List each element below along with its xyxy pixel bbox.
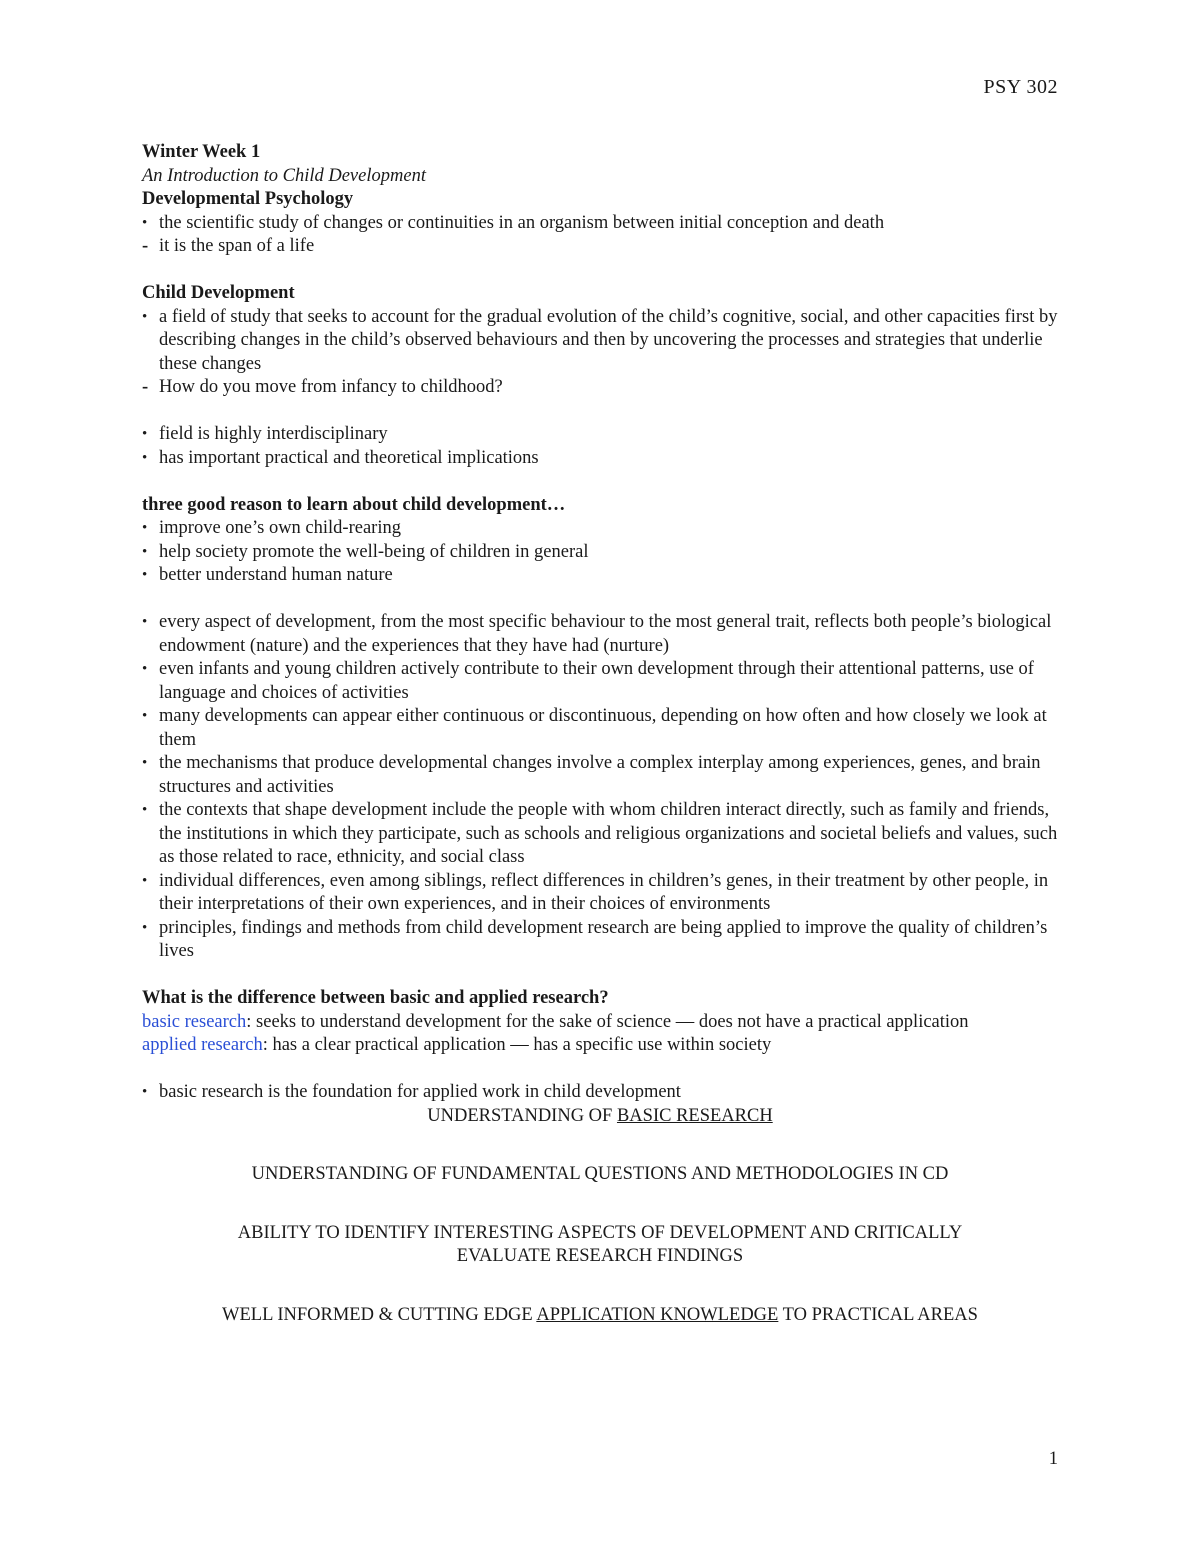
flow-application-underlined: APPLICATION KNOWLEDGE xyxy=(536,1304,779,1325)
dev-psych-bullets xyxy=(142,212,1062,236)
flow-line-basic: UNDERSTANDING OF BASIC RESEARCH xyxy=(427,1105,773,1126)
list-item: • the contexts that shape development include the people with whom children interact directly, such as family and friends, the institutions in which they participate, such as schools and religious organizations and societal beliefs and values, such as those related to race, ethnicity, and social class xyxy=(142,799,1062,870)
child-dev-heading: Child Development xyxy=(142,283,295,303)
lecture-subtitle: An Introduction to Child Development xyxy=(142,165,426,186)
list-item: • better understand human nature xyxy=(142,564,1062,588)
dev-psych-note: - it is the span of a life xyxy=(142,235,1062,259)
week-title: Winter Week 1 xyxy=(142,142,261,162)
flow-line-application: WELL INFORMED & CUTTING EDGE APPLICATION KNOWLEDGE TO PRACTICAL AREAS xyxy=(222,1304,978,1325)
list-item: • has important practical and theoretical implications xyxy=(142,447,1062,471)
page-header-course: PSY 302 xyxy=(983,76,1058,98)
child-dev-question: - How do you move from infancy to childhood? xyxy=(142,376,1062,400)
child-dev-bullets xyxy=(142,306,1062,377)
list-item: • principles, findings and methods from child development research are being applied to improve the quality of children’s lives xyxy=(142,917,1062,964)
applied-research-definition xyxy=(142,1034,1062,1058)
document-body xyxy=(142,141,1062,1327)
research-heading: What is the difference between basic and applied research? xyxy=(142,988,609,1008)
basic-research-term: basic research xyxy=(142,1011,247,1032)
research-flow xyxy=(142,1105,1058,1328)
list-item: • improve one’s own child-rearing xyxy=(142,517,1062,541)
applied-research-text: : has a clear practical application — has a specific use within society xyxy=(262,1035,772,1055)
child-dev-properties xyxy=(142,423,1062,470)
list-item: • every aspect of development, from the most specific behaviour to the most general trait, reflects both people’s biological endowment (nature) and the experiences that they have had (nurture) xyxy=(142,611,1062,658)
dev-psych-heading: Developmental Psychology xyxy=(142,189,354,209)
applied-research-term: applied research xyxy=(142,1035,263,1055)
flow-line-ability-a: ABILITY TO IDENTIFY INTERESTING ASPECTS OF DEVELOPMENT AND CRITICALLY xyxy=(237,1222,963,1243)
themes-list xyxy=(142,611,1062,964)
list-item: • individual differences, even among siblings, reflect differences in children’s genes, in their treatment by other people, in their interpretations of their own experiences, and in their choices of environments xyxy=(142,870,1062,917)
dev-psych-dashes xyxy=(142,235,1062,259)
page-number: 1 xyxy=(1048,1449,1058,1469)
list-item: • basic research is the foundation for applied work in child development xyxy=(142,1081,1062,1105)
flow-basic-underlined: BASIC RESEARCH xyxy=(616,1105,773,1126)
child-dev-definition: • a field of study that seeks to account for the gradual evolution of the child’s cognitive, social, and other capacities first by describing changes in the child’s observed behaviours and then by uncovering the processes and strategies that underlie these changes xyxy=(142,306,1062,377)
research-bullets xyxy=(142,1081,1062,1105)
basic-research-definition xyxy=(142,1011,1062,1035)
reasons-heading: three good reason to learn about child development… xyxy=(142,494,566,515)
list-item: • the mechanisms that produce developmental changes involve a complex interplay among experiences, genes, and brain structures and activities xyxy=(142,752,1062,799)
reasons-list xyxy=(142,517,1062,588)
flow-line-ability-b: EVALUATE RESEARCH FINDINGS xyxy=(456,1246,744,1266)
list-item: • field is highly interdisciplinary xyxy=(142,423,1062,447)
basic-research-text: : seeks to understand development for the sake of science — does not have a practical application xyxy=(246,1011,969,1032)
list-item: • help society promote the well-being of children in general xyxy=(142,541,1062,565)
flow-line-fundamental: UNDERSTANDING OF FUNDAMENTAL QUESTIONS AND METHODOLOGIES IN CD xyxy=(251,1164,949,1184)
dev-psych-definition: • the scientific study of changes or continuities in an organism between initial conception and death xyxy=(142,212,1062,236)
list-item: • even infants and young children actively contribute to their own development through their attentional patterns, use of language and choices of activities xyxy=(142,658,1062,705)
child-dev-dashes xyxy=(142,376,1062,400)
list-item: • many developments can appear either continuous or discontinuous, depending on how often and how closely we look at them xyxy=(142,705,1062,752)
